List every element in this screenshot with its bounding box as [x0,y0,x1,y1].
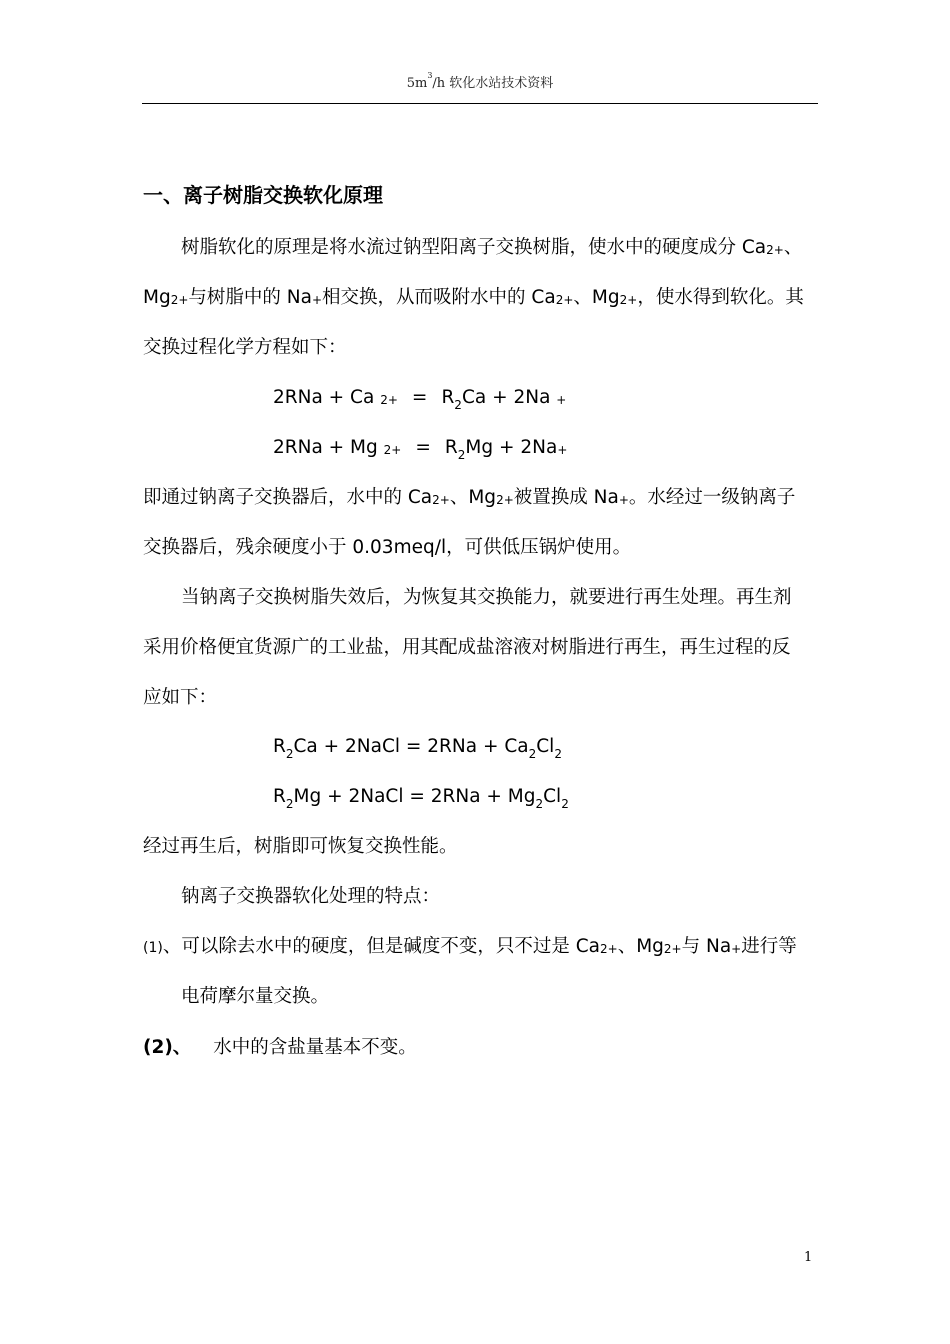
paragraph-5: 钠离子交换器软化处理的特点： [181,886,441,907]
paragraph-3-line-1: 当钠离子交换树脂失效后，为恢复其交换能力，就要进行再生处理。再生剂 [181,587,792,608]
paragraph-2-line-2: 交换器后，残余硬度小于 0.03meq/l，可供低压锅炉使用。 [143,537,632,558]
section-title: 一、离子树脂交换软化原理 [143,183,383,207]
list-item-2: (2)、 水中的含盐量基本不变。 [143,1037,417,1058]
paragraph-3-line-2: 采用价格便宜货源广的工业盐，用其配成盐溶液对树脂进行再生，再生过程的反 [143,637,791,658]
paragraph-2-line-1: 即通过钠离子交换器后，水中的 Ca2+、Mg2+被置换成 Na+。水经过一级钠离子 [143,487,796,508]
equation-4: $R_2Mg$ + 2NaCl = $2RNa + Mg_2Cl_2$ [273,786,569,811]
paragraph-3-line-3: 应如下： [143,687,218,708]
equation-1: 2RNa + Ca $2+ = R_2Ca + 2Na$ + [273,387,567,412]
equation-2: 2RNa + Mg $2+ = R_2Mg + 2Na+$ [273,437,568,462]
paragraph-1-line-3: 交换过程化学方程如下： [143,337,347,358]
list-item-1: (1)、可以除去水中的硬度，但是碱度不变，只不过是 Ca2+、Mg2+与 Na+进行等 [143,936,797,957]
equation-3: $R_2Ca$ + 2NaCl = $2RNa + Ca_2Cl_2$ [273,736,562,761]
paragraph-4: 经过再生后，树脂即可恢复交换性能。 [143,836,458,857]
list-item-1-line-2: 电荷摩尔量交换。 [181,986,330,1007]
running-header: $5m^3/h$ 软化水站技术资料 [406,71,554,91]
page-number: 1 [804,1250,813,1265]
header-rule [142,103,818,104]
paragraph-1-line-2: Mg2+与树脂中的 Na+相交换，从而吸附水中的 Ca2+、Mg2+，使水得到软化。其 [143,287,804,308]
paragraph-1-line-1: 树脂软化的原理是将水流过钠型阳离子交换树脂，使水中的硬度成分 Ca2+、 [181,237,803,258]
